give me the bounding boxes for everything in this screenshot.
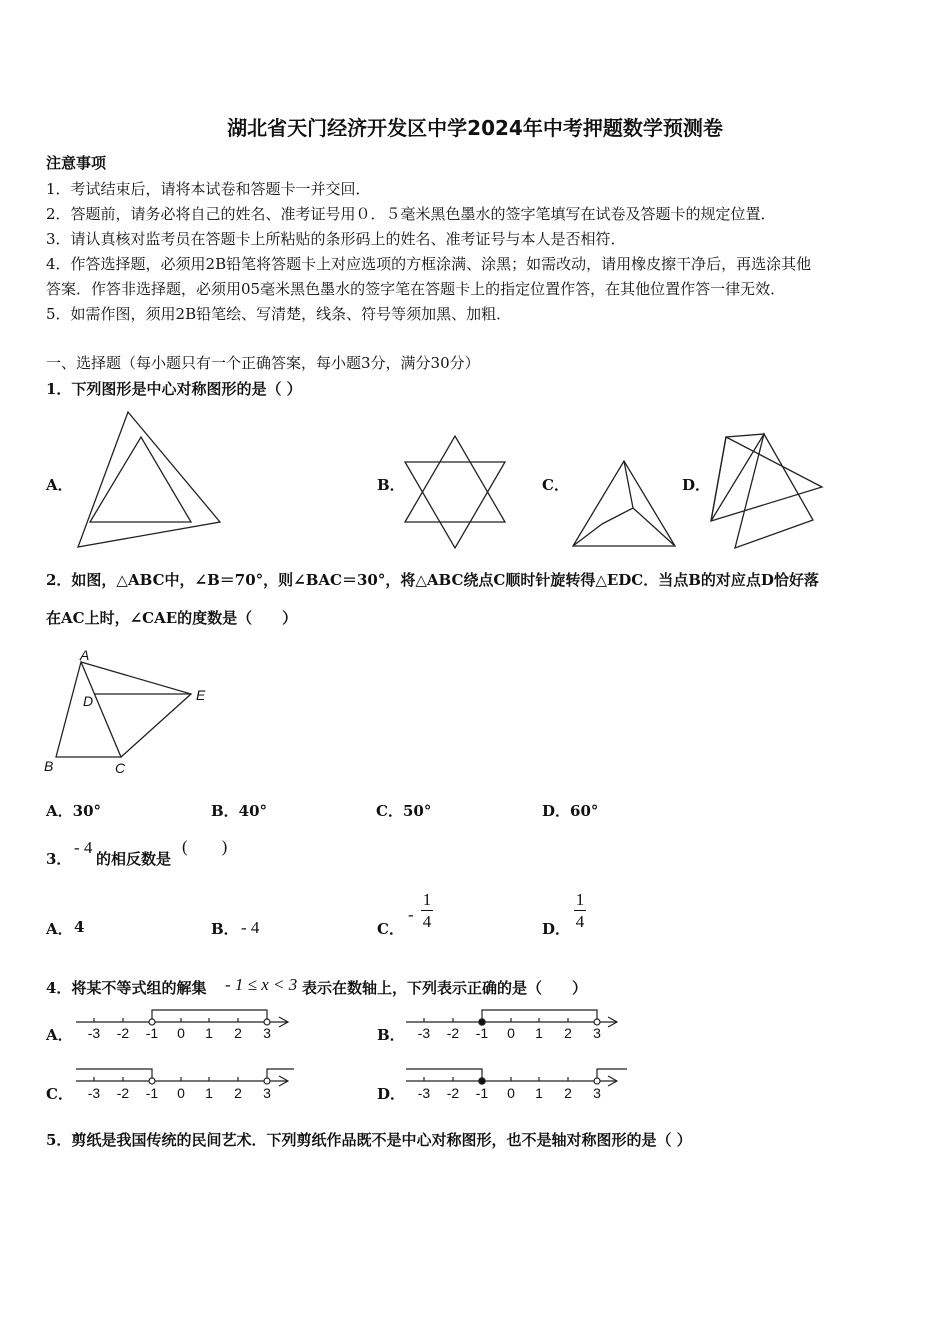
q2-option-c: C．50° — [376, 802, 432, 820]
q4-tick-labels-d — [418, 1085, 601, 1101]
tick-label: -3 — [87, 1025, 101, 1041]
tick-label: 1 — [205, 1025, 213, 1041]
tick-label: 2 — [564, 1085, 572, 1101]
tick-label: -2 — [116, 1085, 130, 1101]
q4-tick-labels-a — [88, 1025, 271, 1041]
note-item: 5．如需作图，须用2B铅笔绘、写清楚，线条、符号等须加黑、加粗． — [46, 305, 512, 323]
tick-label: -1 — [145, 1085, 159, 1101]
tick-label: 0 — [177, 1085, 185, 1101]
tick-label: -1 — [145, 1025, 159, 1041]
q4-option-b-label: B． — [377, 1026, 405, 1044]
q2-label-c: C — [115, 760, 126, 776]
q1-option-d-label: D． — [682, 476, 711, 494]
q4-expression: - 1 ≤ x < 3 — [225, 975, 298, 994]
q5-stem: 5．剪纸是我国传统的民间艺术．下列剪纸作品既不是中心对称图形，也不是轴对称图形的是（ ） — [46, 1131, 692, 1149]
tick-label: -2 — [446, 1085, 460, 1101]
tick-label: -3 — [417, 1085, 431, 1101]
q2-label-b: B — [44, 758, 54, 774]
q2-label-d: D — [83, 693, 94, 709]
tick-label: 0 — [507, 1085, 515, 1101]
note-item: 4．作答选择题，必须用2B铅笔将答题卡上对应选项的方框涂满、涂黑；如需改动，请用橡皮擦干净后，再选涂其他 — [46, 255, 812, 273]
fraction-numerator: 1 — [422, 890, 432, 909]
tick-label: 0 — [177, 1025, 185, 1041]
note-item: 答案．作答非选择题，必须用05毫米黑色墨水的签字笔在答题卡上的指定位置作答，在其他位置作答一律无效． — [46, 280, 786, 298]
q3-option-c-sign: - — [408, 905, 414, 924]
q4-tick-labels-b — [418, 1025, 601, 1041]
tick-label: -1 — [475, 1025, 489, 1041]
q3-number: 3． — [46, 850, 72, 868]
tick-label: 3 — [593, 1025, 601, 1041]
q3-option-c-label: C． — [377, 920, 404, 938]
q2-stem-line2: 在AC上时，∠CAE的度数是（ ） — [46, 609, 298, 627]
q3-option-b-value: - 4 — [241, 918, 260, 937]
tick-label: 1 — [205, 1085, 213, 1101]
q3-expression: - 4 — [74, 838, 93, 857]
tick-label: -1 — [475, 1085, 489, 1101]
fraction-denominator: 4 — [575, 912, 585, 931]
q4-stem-head: 4．将某不等式组的解集 — [46, 979, 207, 997]
q2-option-a: A．30° — [46, 802, 102, 820]
tick-label: 2 — [564, 1025, 572, 1041]
tick-label: -2 — [446, 1025, 460, 1041]
note-item: 1．考试结束后，请将本试卷和答题卡一并交回． — [46, 180, 371, 198]
q1-stem: 1．下列图形是中心对称图形的是（ ） — [46, 380, 302, 398]
q4-number-line-c — [76, 1069, 294, 1086]
tick-label: 2 — [234, 1085, 242, 1101]
page-title: 湖北省天门经济开发区中学2024年中考押题数学预测卷 — [227, 116, 723, 140]
tick-label: 0 — [507, 1025, 515, 1041]
q1-option-c-label: C． — [542, 476, 569, 494]
q4-number-line-d — [406, 1069, 627, 1086]
note-item: 3．请认真核对监考员在答题卡上所粘贴的条形码上的姓名、准考证号与本人是否相符． — [46, 230, 626, 248]
q4-stem-tail: 表示在数轴上，下列表示正确的是（ ） — [302, 979, 588, 997]
fraction-numerator: 1 — [575, 890, 585, 909]
q3-option-a-value: 4 — [74, 918, 85, 936]
q2-label-e: E — [196, 687, 206, 703]
q2-stem-line1: 2．如图，△ABC中，∠B＝70°，则∠BAC＝30°，将△ABC绕点C顺时针旋转得△EDC．当点B的对应点D恰好落 — [46, 571, 819, 589]
q3-option-d-label: D． — [542, 920, 571, 938]
q3-option-b-label: B． — [211, 920, 239, 938]
q2-label-a: A — [80, 647, 90, 663]
tick-label: 3 — [263, 1025, 271, 1041]
tick-label: 1 — [535, 1085, 543, 1101]
q3-option-a-label: A． — [46, 920, 73, 938]
q4-tick-labels-c — [88, 1085, 271, 1101]
tick-label: -2 — [116, 1025, 130, 1041]
q4-option-d-label: D． — [377, 1085, 406, 1103]
q3-paren: ( ) — [182, 837, 228, 856]
tick-label: 1 — [535, 1025, 543, 1041]
q2-option-b: B．40° — [211, 802, 268, 820]
q1-option-b-label: B． — [377, 476, 405, 494]
q2-option-d: D．60° — [542, 802, 599, 820]
tick-label: -3 — [87, 1085, 101, 1101]
tick-label: 3 — [593, 1085, 601, 1101]
section-heading: 一、选择题（每小题只有一个正确答案，每小题3分，满分30分） — [46, 354, 480, 372]
q1-option-a-label: A． — [46, 476, 73, 494]
q4-option-a-label: A． — [46, 1026, 73, 1044]
fraction-denominator: 4 — [422, 912, 432, 931]
q3-stem: 的相反数是 — [96, 850, 172, 868]
tick-label: 3 — [263, 1085, 271, 1101]
notes-heading: 注意事项 — [46, 154, 107, 172]
note-item: 2．答题前，请务必将自己的姓名、准考证号用０．５毫米黑色墨水的签字笔填写在试卷及答题卡的规定位置． — [46, 205, 776, 223]
tick-label: -3 — [417, 1025, 431, 1041]
tick-label: 2 — [234, 1025, 242, 1041]
q4-option-c-label: C． — [46, 1085, 73, 1103]
